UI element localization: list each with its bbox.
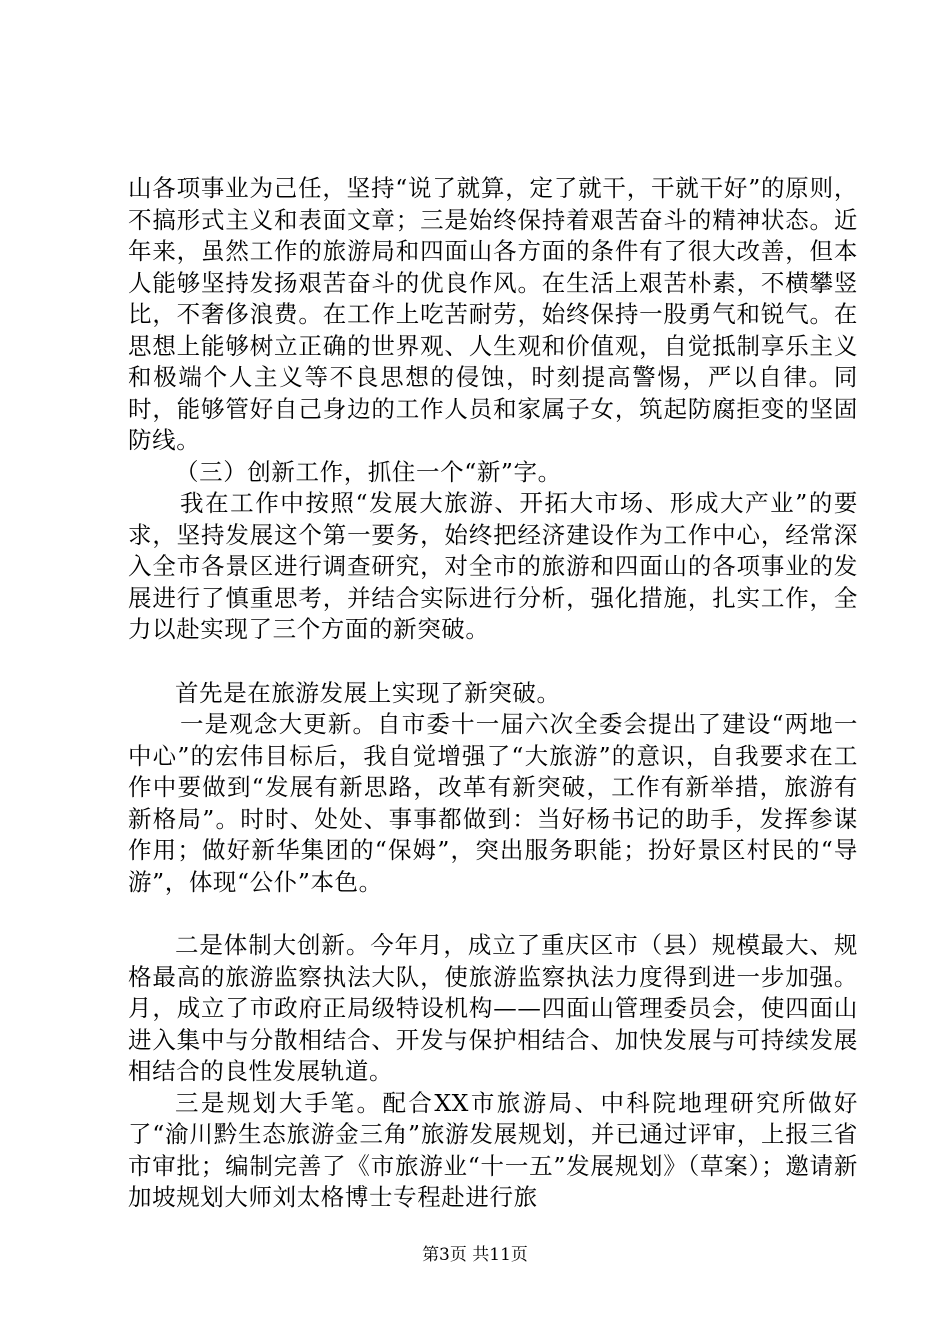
paragraph: 二是体制大创新。今年月，成立了重庆区市（县）规模最大、规格最高的旅游监察执法大队，使旅游监察执法力度得到进一步加强。月，成立了市政府正局级特设机构——四面山管理委员会，使四面山进入集中与分散相结合、开发与保护相结合、加快发展与可持续发展相结合的良性发展轨道。: [128, 931, 858, 1085]
paragraph: 三是规划大手笔。配合XX市旅游局、中科院地理研究所做好了“渝川黔生态旅游金三角”旅游发展规划，并已通过评审，上报三省市审批；编制完善了《市旅游业“十一五”发展规划》（草案）；邀请新加坡规划大师刘太格博士专程赴进行旅: [128, 1088, 858, 1211]
paragraph: 山各项事业为己任，坚持“说了就算，定了就干，干就干好”的原则，不搞形式主义和表面文章；三是始终保持着艰苦奋斗的精神状态。近年来，虽然工作的旅游局和四面山各方面的条件有了很大改善，但本人能够坚持发扬艰苦奋斗的优良作风。在生活上艰苦朴素，不横攀竖比，不奢侈浪费。在工作上吃苦耐劳，始终保持一股勇气和锐气。在思想上能够树立正确的世界观、人生观和价值观，自觉抵制享乐主义和极端个人主义等不良思想的侵蚀，时刻提高警惕，严以自律。同时，能够管好自己身边的工作人员和家属子女，筑起防腐拒变的坚固防线。: [128, 174, 858, 454]
document-body: [128, 173, 858, 1214]
page-footer: 第3页 共11页: [422, 1245, 528, 1265]
paragraph: 我在工作中按照“发展大旅游、开拓大市场、形成大产业”的要求，坚持发展这个第一要务，始终把经济建设作为工作中心，经常深入全市各景区进行调查研究，对全市的旅游和四面山的各项事业的发展进行了慎重思考，并结合实际进行分析，强化措施，扎实工作，全力以赴实现了三个方面的新突破。: [128, 489, 858, 643]
paragraph: 首先是在旅游发展上实现了新突破。: [175, 678, 561, 707]
paragraph: 一是观念大更新。自市委十一届六次全委会提出了建设“两地一中心”的宏伟目标后，我自觉增强了“大旅游”的意识，自我要求在工作中要做到“发展有新思路，改革有新突破，工作有新举措，旅游有新格局”。时时、处处、事事都做到：当好杨书记的助手，发挥参谋作用；做好新华集团的“保姆”，突出服务职能；扮好景区村民的“导游”，体现“公仆”本色。: [128, 710, 858, 896]
section-heading: （三）创新工作，抓住一个“新”字。: [175, 457, 562, 486]
